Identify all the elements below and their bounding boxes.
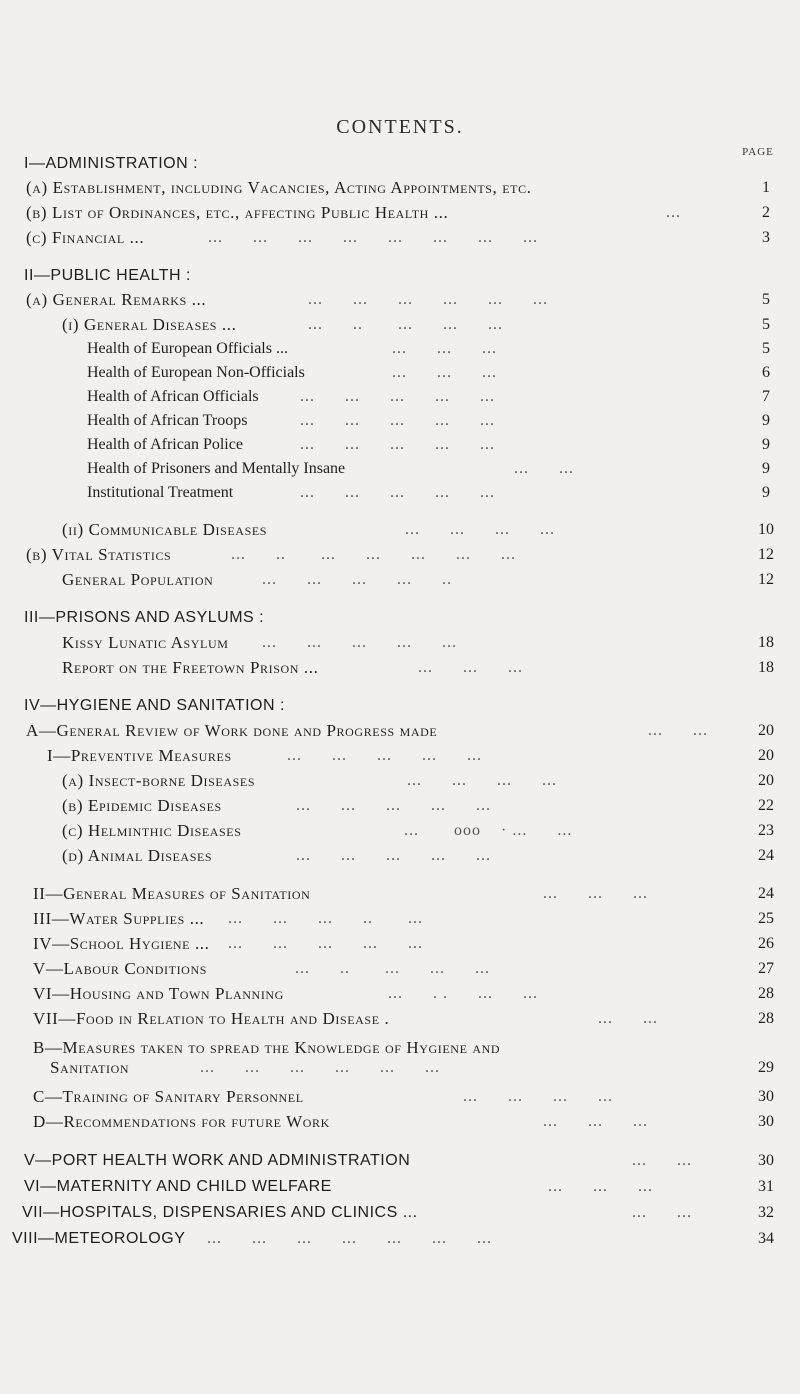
toc-label: Health of European Officials ... (87, 340, 288, 357)
leader-dots: ... ... ... (392, 340, 497, 357)
toc-label: Health of African Troops (87, 412, 248, 429)
toc-entry (33, 882, 786, 906)
toc-page-number: 2 (762, 204, 770, 221)
leader-dots: ... ... ... ... ... ... ... ... (208, 229, 538, 246)
toc-entry (62, 568, 786, 592)
toc-label: VII—Food in Relation to Health and Disease . (33, 1009, 390, 1028)
leader-dots: ... .. ... ... ... (308, 316, 503, 333)
toc-label: (a) Establishment, including Vacancies, Acting Appointments, etc. (26, 178, 532, 197)
leader-dots: ... ... ... (543, 885, 648, 902)
toc-label: A—General Review of Work done and Progress made (26, 721, 438, 740)
toc-label: I—ADMINISTRATION : (24, 155, 199, 172)
toc-page-number: 9 (762, 484, 770, 501)
toc-label: III—Water Supplies ... (33, 909, 205, 928)
toc-page-number: 24 (758, 847, 774, 864)
toc-entry (62, 794, 786, 818)
toc-page-number: 10 (758, 521, 774, 538)
toc-entry (24, 1175, 786, 1199)
toc-label: IV—HYGIENE AND SANITATION : (24, 697, 285, 714)
toc-label: (b) Epidemic Diseases (62, 796, 222, 815)
toc-label: C—Training of Sanitary Personnel (33, 1087, 304, 1106)
toc-page-number: 25 (758, 910, 774, 927)
toc-label: (a) Insect-borne Diseases (62, 771, 256, 790)
toc-entry (24, 1149, 786, 1173)
toc-entry (33, 1085, 786, 1109)
toc-page-number: 28 (758, 1010, 774, 1027)
leader-dots: ... ... ... (543, 1113, 648, 1130)
toc-page-number: 3 (762, 229, 770, 246)
toc-label: VI—Housing and Town Planning (33, 984, 284, 1003)
toc-label: Institutional Treatment (87, 484, 234, 501)
toc-page-number: 5 (762, 291, 770, 308)
page-title: CONTENTS. (336, 116, 464, 138)
toc-page-number: 20 (758, 747, 774, 764)
leader-dots: ... ... ... ... ... ... ... (207, 1230, 492, 1247)
leader-dots: ... ... ... ... ... (300, 484, 495, 501)
toc-page-number: 20 (758, 772, 774, 789)
toc-entry (12, 1227, 786, 1251)
leader-dots: ... . . ... ... (388, 985, 538, 1002)
toc-entry (62, 313, 786, 337)
toc-entry (87, 361, 786, 385)
leader-dots: ... ... (514, 460, 574, 477)
toc-entry (26, 543, 786, 567)
toc-page-number: 34 (758, 1230, 774, 1247)
leader-dots: ... ... ... ... ... (262, 634, 457, 651)
toc-label: II—PUBLIC HEALTH : (24, 267, 191, 284)
leader-dots: ... ... ... ... ... (296, 797, 491, 814)
leader-dots: ... ... (648, 722, 708, 739)
toc-label: VI—MATERNITY AND CHILD WELFARE (24, 1178, 332, 1195)
toc-label: (a) General Remarks ... (26, 290, 207, 309)
toc-entry (62, 656, 786, 680)
toc-page-number: 5 (762, 316, 770, 333)
leader-dots: ... ... ... ... (463, 1088, 613, 1105)
toc-label: Health of Prisoners and Mentally Insane (87, 460, 346, 477)
leader-dots: ... ... ... (392, 364, 497, 381)
toc-label: III—PRISONS AND ASYLUMS : (24, 609, 265, 626)
toc-entry (87, 457, 786, 481)
toc-page-number: 6 (762, 364, 770, 381)
toc-entry (62, 819, 786, 843)
toc-label: Sanitation (50, 1058, 130, 1077)
toc-page-number: 1 (762, 179, 770, 196)
toc-entry (33, 1110, 786, 1134)
toc-entry (62, 844, 786, 868)
leader-dots: ... ... ... ... ... ... (200, 1059, 440, 1076)
toc-entry (87, 337, 786, 361)
leader-dots: ... ... (632, 1152, 692, 1169)
toc-page-number: 9 (762, 460, 770, 477)
toc-entry (26, 288, 786, 312)
toc-page-number: 18 (758, 634, 774, 651)
leader-dots: ... ... ... (418, 659, 523, 676)
toc-label: (c) Financial ... (26, 228, 145, 247)
leader-dots: ... .. ... ... ... (295, 960, 490, 977)
toc-entry (62, 518, 786, 542)
toc-label: I—Preventive Measures (47, 746, 232, 765)
toc-page-number: 18 (758, 659, 774, 676)
toc-entry (26, 226, 786, 250)
toc-entry (26, 719, 786, 743)
toc-page-number: 9 (762, 436, 770, 453)
toc-entry (33, 907, 786, 931)
toc-entry (24, 152, 784, 176)
leader-dots: ... .. ... ... ... ... ... (231, 546, 516, 563)
toc-label: Report on the Freetown Prison ... (62, 658, 319, 677)
toc-page-number: 26 (758, 935, 774, 952)
leader-dots: ... ... ... ... ... (228, 935, 423, 952)
leader-dots: ... ... (632, 1204, 692, 1221)
leader-dots: ... ... ... ... (407, 772, 557, 789)
leader-dots: ... ... ... ... ... (296, 847, 491, 864)
toc-entry (26, 201, 786, 225)
toc-label: (ii) Communicable Diseases (62, 520, 268, 539)
toc-label: Kissy Lunatic Asylum (62, 633, 229, 652)
leader-dots: ... ... ... ... ... (300, 436, 495, 453)
toc-label: B—Measures taken to spread the Knowledge of Hygiene and (33, 1038, 501, 1057)
toc-entry (50, 1056, 786, 1080)
toc-entry (33, 982, 786, 1006)
toc-label: (b) Vital Statistics (26, 545, 172, 564)
page-column-header: PAGE (742, 146, 774, 158)
toc-entry (62, 631, 786, 655)
toc-page-number: 31 (758, 1178, 774, 1195)
toc-entry (62, 769, 786, 793)
toc-entry (33, 1007, 786, 1031)
leader-dots: ... ... (598, 1010, 658, 1027)
toc-entry (33, 957, 786, 981)
toc-page-number: 32 (758, 1204, 774, 1221)
leader-dots: ... (666, 204, 681, 221)
toc-entry (24, 264, 784, 288)
toc-label: (d) Animal Diseases (62, 846, 213, 865)
leader-dots: ... ooo · ... ... (404, 822, 573, 839)
toc-entry (24, 694, 784, 718)
toc-label: Health of African Police (87, 436, 243, 453)
toc-label: Health of African Officials (87, 388, 259, 405)
toc-page-number: 24 (758, 885, 774, 902)
leader-dots: ... ... ... ... ... (300, 388, 495, 405)
toc-label: II—General Measures of Sanitation (33, 884, 311, 903)
toc-page-number: 23 (758, 822, 774, 839)
toc-label: VII—HOSPITALS, DISPENSARIES AND CLINICS ... (22, 1204, 418, 1221)
toc-entry (26, 176, 786, 200)
toc-entry (87, 385, 786, 409)
toc-page-number: 30 (758, 1152, 774, 1169)
leader-dots: ... ... ... .. ... (228, 910, 423, 927)
toc-page-number: 9 (762, 412, 770, 429)
toc-label: (b) List of Ordinances, etc., affecting Public Health ... (26, 203, 449, 222)
toc-page-number: 30 (758, 1088, 774, 1105)
toc-page-number: 28 (758, 985, 774, 1002)
toc-label: V—PORT HEALTH WORK AND ADMINISTRATION (24, 1152, 411, 1169)
toc-label: D—Recommendations for future Work (33, 1112, 330, 1131)
leader-dots: ... ... ... ... .. (262, 571, 452, 588)
toc-page-number: 12 (758, 546, 774, 563)
leader-dots: ... ... ... ... (405, 521, 555, 538)
toc-entry (47, 744, 786, 768)
toc-entry (87, 409, 786, 433)
leader-dots: ... ... ... ... ... ... (308, 291, 548, 308)
leader-dots: ... ... ... ... ... (300, 412, 495, 429)
toc-entry (87, 433, 786, 457)
toc-page-number: 22 (758, 797, 774, 814)
toc-label: (i) General Diseases ... (62, 315, 237, 334)
toc-entry (24, 606, 784, 630)
toc-entry (22, 1201, 786, 1225)
toc-page-number: 27 (758, 960, 774, 977)
toc-entry (87, 481, 786, 505)
toc-page-number: 12 (758, 571, 774, 588)
toc-page-number: 29 (758, 1059, 774, 1076)
toc-label: (c) Helminthic Diseases (62, 821, 242, 840)
toc-entry (33, 932, 786, 956)
toc-page-number: 20 (758, 722, 774, 739)
toc-page-number: 7 (762, 388, 770, 405)
toc-label: Health of European Non-Officials (87, 364, 305, 381)
toc-label: V—Labour Conditions (33, 959, 207, 978)
toc-page-number: 5 (762, 340, 770, 357)
leader-dots: ... ... ... ... ... (287, 747, 482, 764)
leader-dots: ... ... ... (548, 1178, 653, 1195)
toc-label: VIII—METEOROLOGY (12, 1230, 186, 1247)
toc-label: General Population (62, 570, 214, 589)
toc-page-number: 30 (758, 1113, 774, 1130)
toc-label: IV—School Hygiene ... (33, 934, 210, 953)
